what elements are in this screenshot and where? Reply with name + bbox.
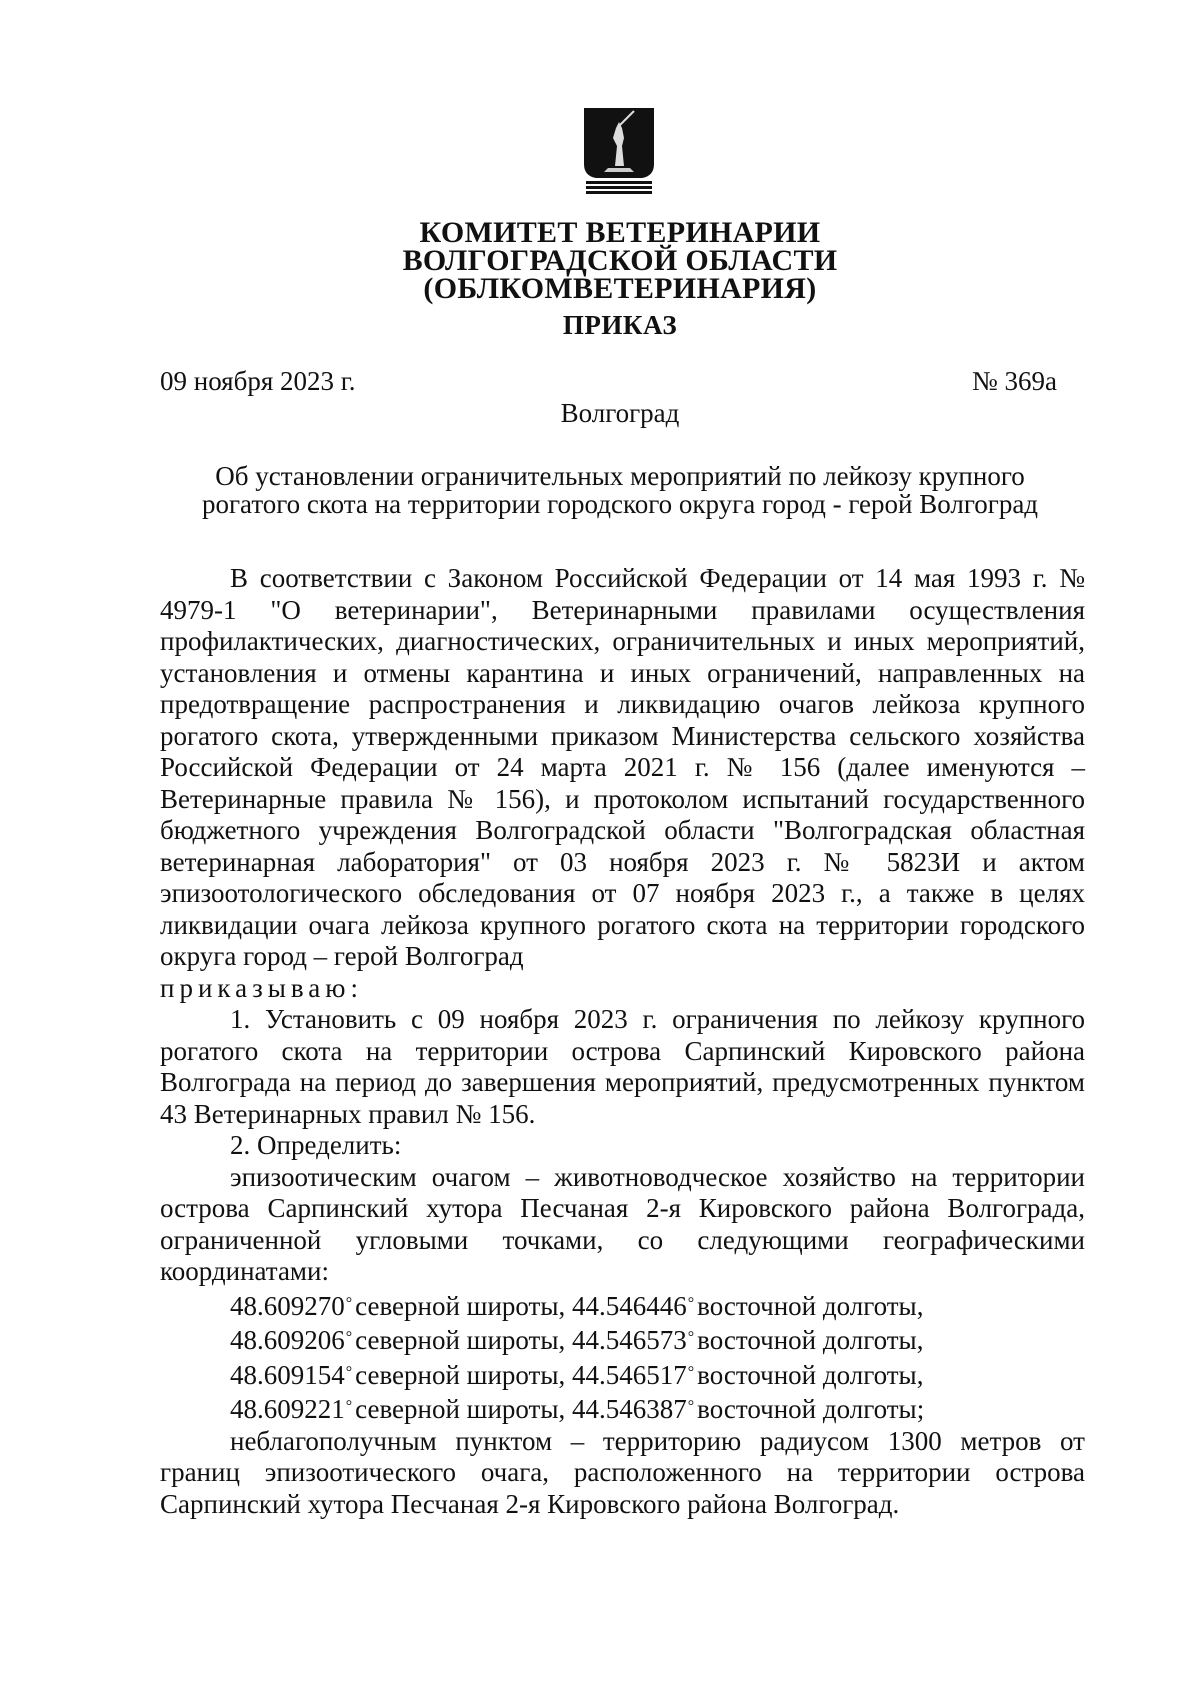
latitude-label: северной широты, (355, 1325, 572, 1355)
coordinate-row (160, 1288, 1085, 1323)
item-2-focus-paragraph: эпизоотическим очагом – животноводческое хозяйство на территории острова Сарпинский хутора Песчаная 2-я Кировского района Волгограда, ограниченной угловыми точками, со следующими географическими координатами: (160, 1161, 1085, 1286)
longitude-label: восточной долготы; (697, 1394, 925, 1424)
org-name-line-1: КОМИТЕТ ВЕТЕРИНАРИИ (419, 216, 821, 249)
document-date: 09 ноября 2023 г. (160, 366, 356, 396)
longitude-value: 44.546517 (572, 1359, 687, 1390)
item-1-paragraph: 1. Установить с 09 ноября 2023 г. ограничения по лейкозу крупного рогатого скота на территории острова Сарпинский Кировского района Волгограда на период до завершения мероприятий, предусмотренных пунктом 43 Ветеринарных правил № 156. (160, 1004, 1085, 1129)
coordinates-list (160, 1288, 1085, 1426)
preamble-paragraph: В соответствии с Законом Российской Федерации от 14 мая 1993 г. № 4979-1 "О ветеринарии", Ветеринарными правилами осуществления профилактических, диагностических, ограничительных и иных мероприятий, установления и отмены карантина и иных ограничений, направленных на предотвращение распространения и ликвидацию очагов лейкоза крупного рогатого скота, утвержденными приказом Министерства сельского хозяйства Российской Федерации от 24 марта 2021 г. № 156 (далее именуются – Ветеринарные правила № 156), и протоколом испытаний государственного бюджетного учреждения Волгоградской области "Волгоградская областная ветеринарная лаборатория" от 03 ноября 2023 г. № 5823И и актом эпизоотологического обследования от 07 ноября 2023 г., а также в целях ликвидации очага лейкоза крупного рогатого скота на территории городского округа город – герой Волгоград (160, 563, 1085, 971)
org-name-line-2: ВОЛГОГРАДСКОЙ ОБЛАСТИ (402, 244, 838, 277)
latitude-label: северной широты, (355, 1359, 572, 1390)
longitude-value: 44.546446 (572, 1290, 687, 1321)
latitude-label: северной широты, (355, 1394, 572, 1424)
document-type: ПРИКАЗ (562, 310, 678, 340)
degree-symbol: ° (345, 1294, 353, 1312)
document-title (150, 462, 1090, 518)
latitude-value: 48.609221 (230, 1394, 345, 1424)
degree-symbol: ° (687, 1294, 695, 1312)
document-body (160, 563, 1085, 1520)
latitude-value: 48.609206 (230, 1325, 345, 1355)
longitude-label: восточной долготы, (697, 1325, 924, 1355)
latitude-value: 48.609270 (230, 1290, 345, 1321)
latitude-value: 48.609154 (230, 1359, 345, 1390)
volgograd-emblem-icon (582, 106, 656, 196)
item-2-heading: 2. Определить: (230, 1130, 402, 1160)
org-name-line-3: (ОБЛКОМВЕТЕРИНАРИЯ) (423, 272, 817, 305)
degree-symbol: ° (345, 1363, 353, 1381)
degree-symbol: ° (687, 1363, 695, 1381)
coordinate-row (160, 1391, 1085, 1426)
longitude-label: восточной долготы, (697, 1359, 924, 1390)
coordinate-row (160, 1322, 1085, 1357)
order-word: приказываю: (160, 972, 363, 1003)
document-number: № 369а (972, 366, 1057, 396)
longitude-value: 44.546573 (572, 1325, 687, 1355)
item-2-area-paragraph: неблагополучным пунктом – территорию радиусом 1300 метров от границ эпизоотического очага, расположенного на территории острова Сарпинский хутора Песчаная 2-я Кировского района Волгоград. (160, 1425, 1085, 1519)
longitude-value: 44.546387 (572, 1394, 687, 1424)
latitude-label: северной широты, (355, 1290, 572, 1321)
degree-symbol: ° (687, 1329, 695, 1346)
document-city: Волгоград (560, 398, 680, 428)
degree-symbol: ° (345, 1398, 353, 1415)
title-line-2: рогатого скота на территории городского округа город - герой Волгоград (201, 489, 1039, 519)
longitude-label: восточной долготы, (697, 1290, 924, 1321)
degree-symbol: ° (687, 1398, 695, 1415)
title-line-1: Об установлении ограничительных мероприятий по лейкозу крупного (215, 461, 1025, 491)
coordinate-row (160, 1357, 1085, 1392)
degree-symbol: ° (345, 1329, 353, 1346)
